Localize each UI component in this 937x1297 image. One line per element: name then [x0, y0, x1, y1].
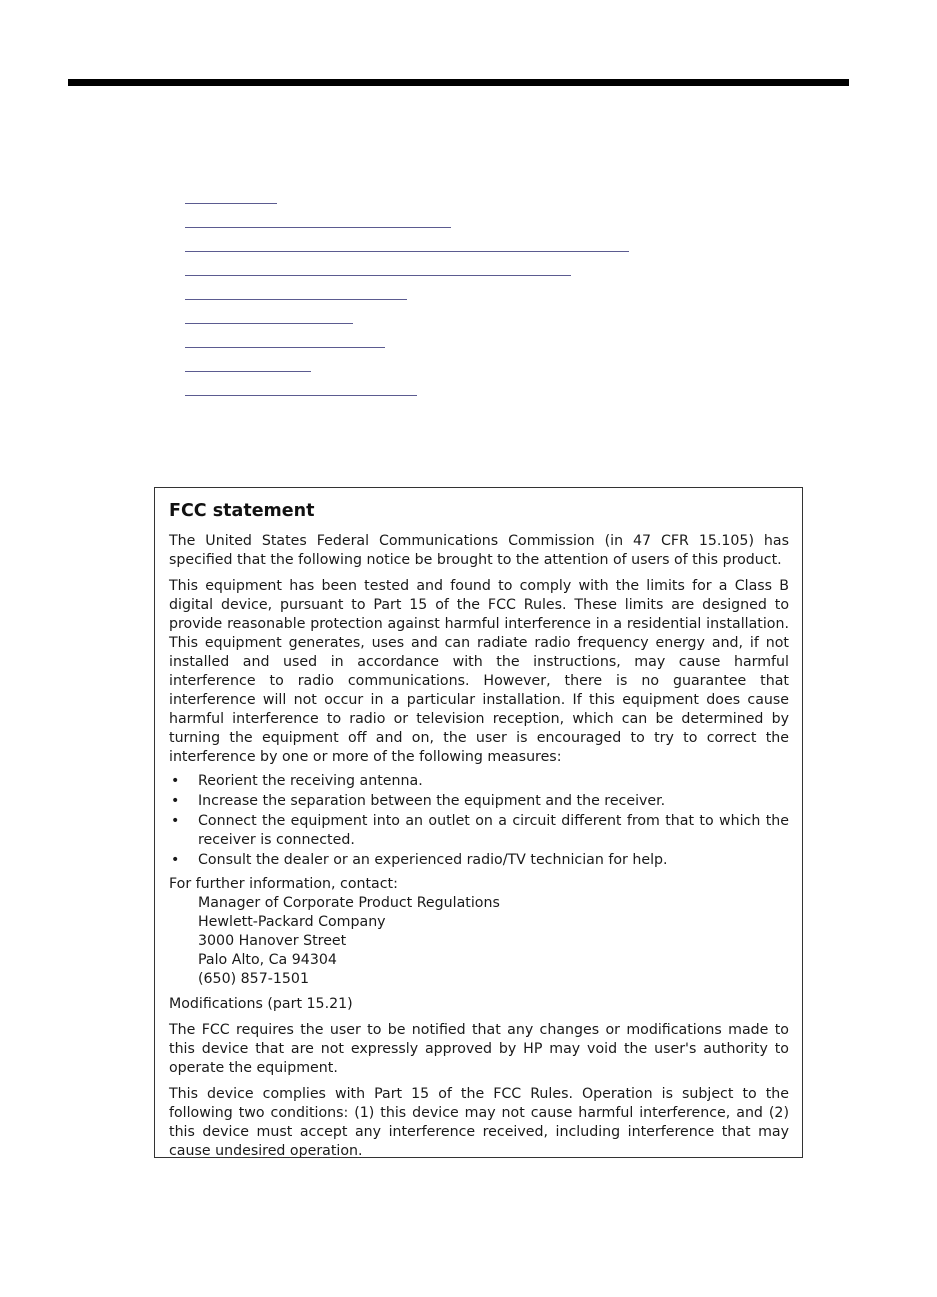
fcc-statement-title: FCC statement [169, 501, 315, 521]
bullet-icon: • [171, 793, 180, 809]
measure-text: Consult the dealer or an experienced radio/TV technician for help. [198, 852, 668, 868]
fcc-compliance-paragraph: This equipment has been tested and found to comply with the limits for a Class B digital device, pursuant to Part 15 of the FCC Rules. These limits are designed to provide reasonable protection against harmful interference in a residential installation. This equipment generates, uses and can radiate radio frequency energy and, if not installed and used in accordance with the instructions, may cause harmful interference to radio communications. However, there is no guarantee that interference will not occur in a particular installation. If this equipment does cause harmful interference to radio or television reception, which can be determined by turning the equipment off and on, the user is encouraged to try to correct the interference by one or more of the following measures: [169, 578, 789, 765]
contact-line: 3000 Hanover Street [198, 933, 347, 949]
contact-phone: (650) 857-1501 [198, 971, 309, 987]
measure-text: Connect the equipment into an outlet on a circuit different from that to which the receiver is connected. [198, 813, 789, 848]
conditions-paragraph: This device complies with Part 15 of the FCC Rules. Operation is subject to the following two conditions: (1) this device may not cause harmful interference, and (2) this device must accept any interference received, including interference that may cause undesired operation. [169, 1086, 789, 1158]
bullet-icon: • [171, 813, 180, 829]
modifications-paragraph: The FCC requires the user to be notified that any changes or modifications made to this device that are not expressly approved by HP may void the user's authority to operate the equipment. [169, 1022, 789, 1076]
list-item [169, 772, 789, 791]
bullet-icon: • [171, 773, 180, 789]
modifications-heading: Modifications (part 15.21) [169, 996, 353, 1012]
fcc-intro-paragraph: The United States Federal Communications Commission (in 47 CFR 15.105) has specified that the following notice be brought to the attention of users of this product. [169, 533, 789, 568]
contact-block [169, 875, 789, 989]
interference-measures-list [169, 772, 789, 870]
list-item [169, 792, 789, 811]
fcc-statement-box [154, 487, 803, 1158]
header-rule [68, 79, 849, 86]
measure-text: Increase the separation between the equipment and the receiver. [198, 793, 666, 809]
list-item [169, 851, 789, 870]
contact-line: Hewlett-Packard Company [198, 914, 386, 930]
list-item [169, 812, 789, 850]
contact-line: Palo Alto, Ca 94304 [198, 952, 337, 968]
contact-intro: For further information, contact: [169, 876, 398, 892]
contact-line: Manager of Corporate Product Regulations [198, 895, 500, 911]
measure-text: Reorient the receiving antenna. [198, 773, 423, 789]
bullet-icon: • [171, 852, 180, 868]
